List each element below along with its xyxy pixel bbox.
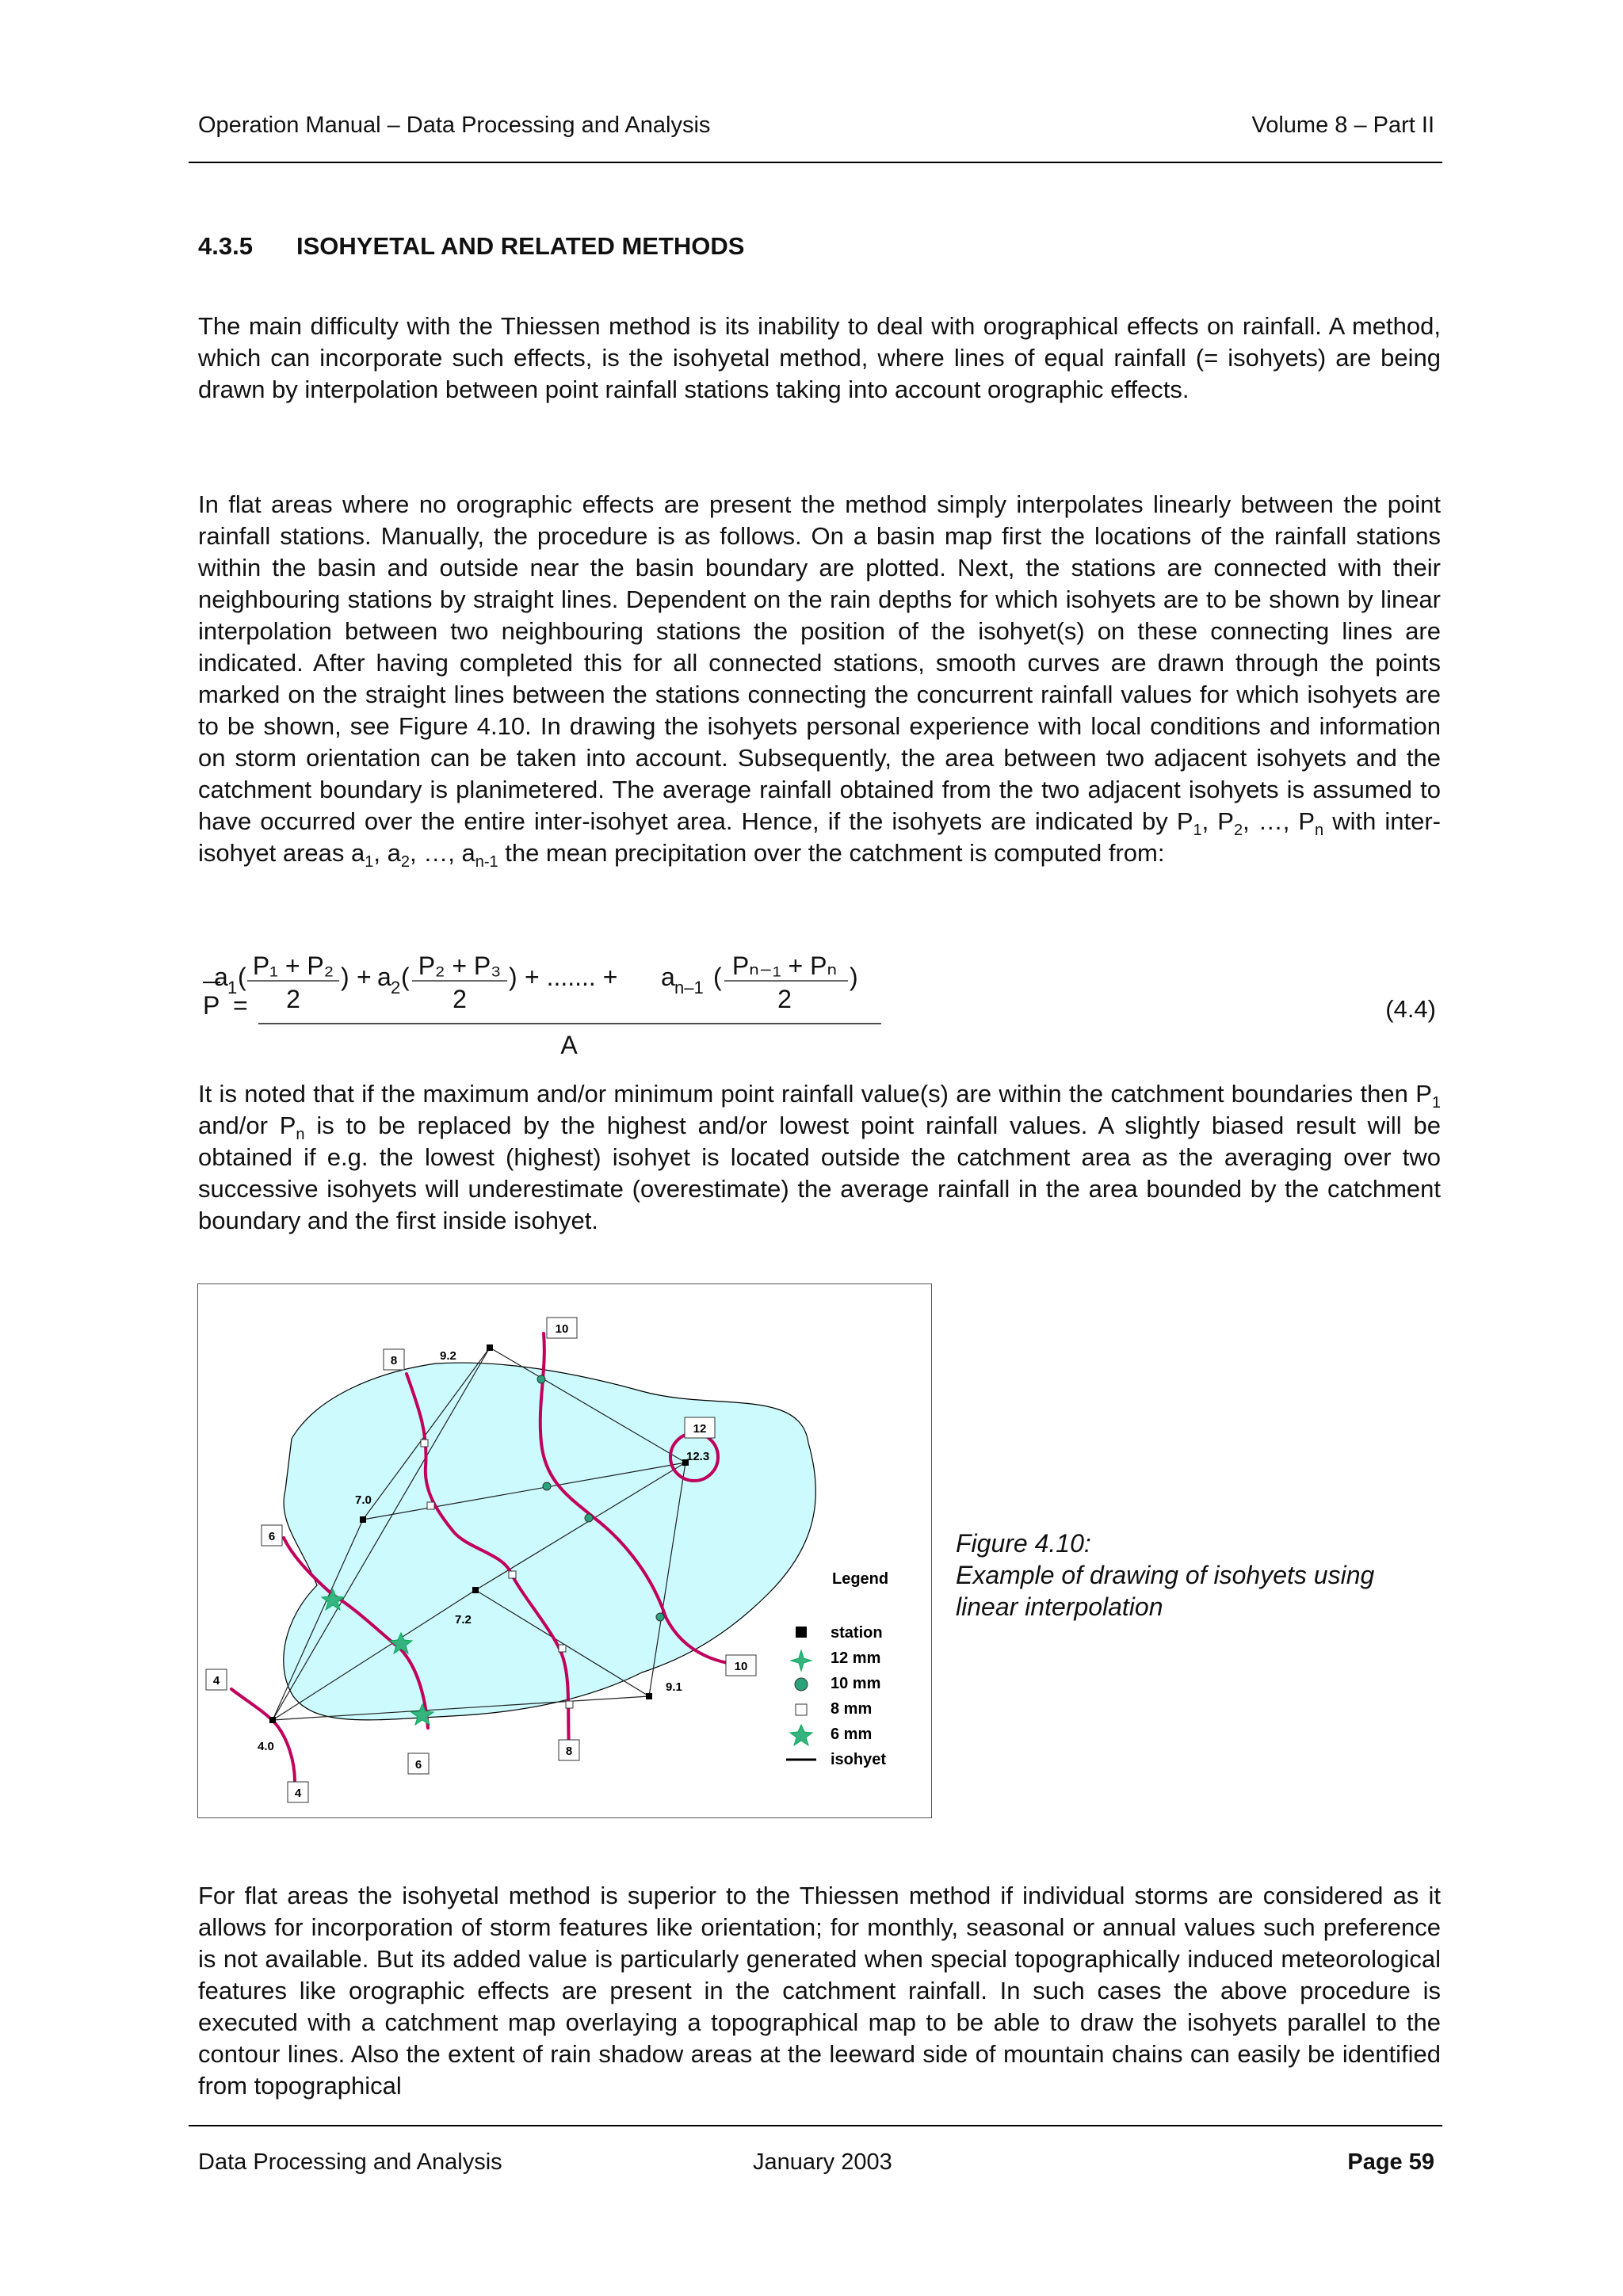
- sep: ,: [373, 839, 388, 867]
- paragraph-4: For flat areas the isohyetal method is superior to the Thiessen method if individual storms are considered as it allows for incorporation of storm features like orientation; for monthly, seasonal or annual values such preference is not available. But its added value is particularly generated when special topographically induced meteorological features like orographic effects are present in the catchment rainfall. In such cases the above procedure is executed with a catchment map overlaying a topographical map to be able to draw the isohyets parallel to the contour lines. Also the extent of rain shadow areas at the leeward side of mountain chains can easily be identified from topographical: [198, 1882, 1441, 2100]
- station-value: 7.0: [355, 1493, 372, 1507]
- a-symbol: a: [351, 839, 365, 867]
- eq-denominator: A: [560, 1031, 578, 1059]
- eq-a1: a: [214, 963, 228, 991]
- isohyet-label: 8: [565, 1745, 573, 1758]
- isohyet-map: [198, 1284, 931, 1817]
- paragraph-2-tail-a: with inter-isohyet areas: [198, 807, 1441, 867]
- eq-close-1: ): [341, 963, 349, 991]
- header-rule: [189, 162, 1442, 163]
- page-number: Page 59: [1347, 2149, 1434, 2175]
- sub-2: 2: [1233, 822, 1243, 840]
- sep: ,: [409, 839, 424, 867]
- paragraph-2-tail-b: the mean precipitation over the catchment is computed from:: [498, 839, 1165, 867]
- legend-8mm-icon: [796, 1704, 807, 1715]
- legend: [786, 1570, 888, 1768]
- paragraph-2-main: In flat areas where no orographic effects are present the method simply interpolates linearly between the point rainfall stations. Manually, the procedure is as follows. On a basin map first the locations of the rainfall stations within the basin and outside near the basin boundary are plotted. Next, the stations are connected with their neighbouring stations by straight lines. Dependent on the rain depths for which isohyets are to be shown by linear interpolation between two neighbouring stations the position of the isohyet(s) on these connecting lines are indicated. After having completed this for all connected stations, smooth curves are drawn through the points marked on the straight lines between the stations connecting the concurrent rainfall values for which isohyets are to be shown, see Figure 4.10. In drawing the isohyets personal experience with local conditions and information on storm orientation can be taken into account. Subsequently, the area between two adjacent isohyets and the catchment boundary is planimetered. The average rainfall obtained from the two adjacent isohyets is assumed to have occurred over the entire inter-isohyet area. Hence, if the isohyets are indicated by: [198, 490, 1441, 835]
- caption-line-3: linear interpolation: [956, 1592, 1163, 1621]
- sub-2: 2: [400, 853, 410, 871]
- isohyet-label: 8: [390, 1354, 398, 1367]
- legend-item: 10 mm: [831, 1675, 881, 1692]
- caption-line-2: Example of drawing of isohyets using: [956, 1561, 1375, 1589]
- space: [1168, 807, 1177, 835]
- eq-a1-sub: 1: [227, 978, 238, 997]
- eq-plus-1: +: [357, 963, 372, 991]
- paragraph-3-b: and/or P: [198, 1112, 296, 1139]
- 10mm-marker: [543, 1482, 551, 1490]
- eq-equals: =: [233, 991, 248, 1020]
- eq-div-3: 2: [777, 985, 792, 1013]
- eq-close-2: ): [509, 963, 517, 991]
- paragraph-3: [198, 1078, 1441, 1237]
- eq-an-sub: n–1: [674, 978, 704, 997]
- sub-1: 1: [1431, 1094, 1441, 1112]
- eq-open-3: (: [713, 963, 722, 991]
- legend-10mm-icon: [795, 1678, 808, 1691]
- section-number: 4.3.5: [198, 232, 253, 260]
- eq-div-2: 2: [453, 985, 467, 1013]
- legend-6mm-icon: [790, 1725, 812, 1745]
- eq-term3: Pₙ₋₁ + Pₙ: [731, 952, 838, 980]
- eq-term1: P₁ + P₂: [252, 952, 334, 980]
- legend-item: 8 mm: [831, 1700, 873, 1718]
- 8mm-marker: [509, 1571, 516, 1578]
- isohyet-label: 6: [268, 1530, 276, 1543]
- equation-graphic: [198, 948, 1441, 1063]
- p-symbol: P: [1217, 807, 1234, 835]
- legend-title: Legend: [832, 1570, 889, 1588]
- legend-station-icon: [796, 1627, 807, 1638]
- station-value: 12.3: [686, 1450, 710, 1463]
- figure-caption: [956, 1527, 1374, 1623]
- isohyet-label: 6: [414, 1758, 422, 1772]
- station-marker: [472, 1587, 479, 1593]
- isohyet-label: 4: [212, 1674, 220, 1688]
- legend-item: 12 mm: [831, 1650, 881, 1667]
- sep: ,: [448, 839, 462, 867]
- isohyet-label: 10: [555, 1322, 569, 1336]
- sep: ,: [1201, 807, 1218, 835]
- paragraph-3-a: It is noted that if the maximum and/or minimum point rainfall value(s) are within the catchment boundaries then P: [198, 1080, 1432, 1108]
- equation-4-4: [198, 948, 1441, 1063]
- station-value: 7.2: [455, 1613, 472, 1627]
- eq-a2: a: [377, 963, 391, 991]
- station-marker: [487, 1344, 493, 1351]
- p-symbol: P: [1176, 807, 1193, 835]
- equation-number: (4.4): [1385, 995, 1436, 1023]
- figure-4-10: [197, 1283, 932, 1818]
- eq-term2: P₂ + P₃: [418, 952, 502, 980]
- a-symbol: a: [387, 839, 401, 867]
- 8mm-marker: [559, 1645, 566, 1652]
- isohyet-4: [231, 1689, 295, 1782]
- paragraph-2: [198, 489, 1441, 869]
- 10mm-marker: [585, 1514, 593, 1522]
- section-heading: [198, 232, 744, 261]
- station-value: 9.1: [666, 1680, 682, 1694]
- legend-item: 6 mm: [831, 1726, 873, 1743]
- header-right: Volume 8 – Part II: [1251, 113, 1434, 138]
- ellipsis: …: [1258, 807, 1283, 835]
- legend-item: isohyet: [831, 1751, 887, 1768]
- eq-open-1: (: [238, 963, 246, 991]
- eq-lhs: P: [203, 991, 220, 1020]
- footer-rule: [189, 2125, 1442, 2126]
- 8mm-marker: [421, 1440, 428, 1447]
- a-symbol: a: [461, 839, 475, 867]
- eq-an: a: [661, 963, 675, 991]
- sep: ,: [1243, 807, 1258, 835]
- sub-1: 1: [365, 853, 374, 871]
- legend-item: station: [831, 1624, 883, 1642]
- sep: ,: [1282, 807, 1299, 835]
- footer-left: Data Processing and Analysis: [198, 2149, 502, 2175]
- 8mm-marker: [427, 1502, 434, 1509]
- section-title: ISOHYETAL AND RELATED METHODS: [296, 232, 745, 260]
- 10mm-marker: [537, 1375, 545, 1383]
- station-value: 9.2: [440, 1349, 456, 1363]
- caption-line-1: Figure 4.10:: [956, 1529, 1091, 1558]
- footer-date: January 2003: [753, 2149, 892, 2175]
- station-value: 4.0: [258, 1740, 274, 1753]
- eq-a2-sub: 2: [391, 978, 401, 997]
- sub-1: 1: [1193, 822, 1202, 840]
- legend-12mm-icon: [791, 1650, 812, 1671]
- eq-open-2: (: [401, 963, 410, 991]
- paragraph-1: The main difficulty with the Thiessen method is its inability to deal with orographical effects on rainfall. A method, which can incorporate such effects, is the isohyetal method, where lines of equal rainfall (= isohyets) are being drawn by interpolation between point rainfall stations taking into account orographic effects.: [198, 312, 1441, 403]
- sub-n: n: [1315, 822, 1324, 840]
- station-marker: [360, 1516, 366, 1523]
- 8mm-marker: [566, 1701, 573, 1708]
- isohyet-label: 4: [294, 1787, 302, 1800]
- eq-close-3: ): [850, 963, 858, 991]
- p-symbol: P: [1298, 807, 1316, 835]
- isohyet-label: 10: [734, 1660, 748, 1673]
- header-left: Operation Manual – Data Processing and Analysis: [198, 113, 711, 138]
- eq-dots: + ....... +: [525, 963, 618, 991]
- ellipsis: …: [423, 839, 449, 867]
- 10mm-marker: [656, 1613, 664, 1621]
- station-marker: [269, 1717, 276, 1723]
- sub-n-minus-1: n-1: [475, 853, 498, 871]
- station-marker: [646, 1693, 652, 1699]
- isohyet-label: 12: [693, 1422, 707, 1436]
- eq-div-1: 2: [286, 985, 300, 1013]
- sub-n: n: [296, 1126, 305, 1144]
- paragraph-3-c: is to be replaced by the highest and/or lowest point rainfall values. A slightly biased result will be obtained if e.g. the lowest (highest) isohyet is located outside the catchment area as the averaging over two successive isohyets will underestimate (overestimate) the average rainfall in the area bounded by the catchment boundary and the first inside isohyet.: [198, 1112, 1441, 1234]
